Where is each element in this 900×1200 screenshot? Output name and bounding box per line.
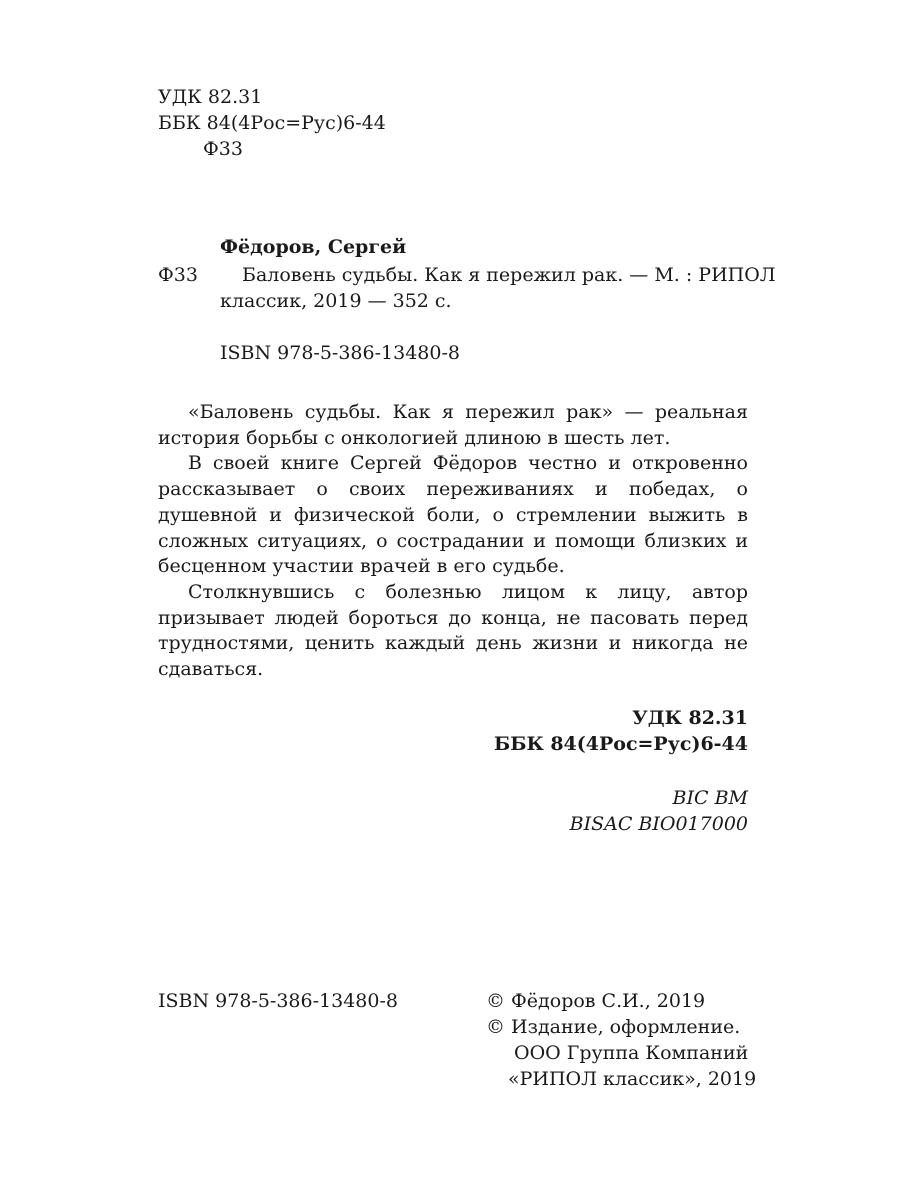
publisher-name-line2: «РИПОЛ классик», 2019 — [508, 1068, 757, 1090]
copyright-block — [486, 988, 756, 1092]
abstract-paragraph: В своей книге Сергей Фёдоров честно и откровенно рассказывает о своих переживаниях и победах, о душевной и физической боли, о стремлении выжить в сложных ситуациях, о сострадании и помощи близких и бесценном участии врачей в его судьбе. — [158, 452, 748, 578]
copyright-author: © Фёдоров С.И., 2019 — [486, 990, 706, 1012]
abstract-paragraph: «Баловень судьбы. Как я пережил рак» — реальная история борьбы с онкологией длиною в шесть лет. — [158, 401, 748, 449]
bbk-code: ББК 84(4Рос=Рус)6-44 — [158, 112, 386, 134]
abstract-paragraph: Столкнувшись с болезнью лицом к лицу, автор призывает людей бороться до конца, не пасовать перед трудностями, ценить каждый день жизни и никогда не сдаваться. — [158, 580, 748, 681]
record-sign: Ф33 — [158, 264, 198, 286]
book-abstract — [158, 400, 748, 683]
bisac-code: BISAC BIO017000 — [569, 813, 748, 835]
bbk-code-bold: ББК 84(4Рос=Рус)6-44 — [493, 733, 748, 755]
publisher-name-line1: ООО Группа Компаний — [514, 1042, 749, 1064]
book-title-line1: Баловень судьбы. Как я пережил рак. — М. : РИПОЛ — [242, 264, 776, 286]
udk-code: УДК 82.31 — [158, 86, 263, 108]
footer-isbn: ISBN 978-5-386-13480-8 — [158, 990, 398, 1012]
book-title-line2: классик, 2019 — 352 с. — [220, 290, 452, 312]
record-isbn: ISBN 978-5-386-13480-8 — [220, 342, 460, 364]
udk-code-bold: УДК 82.31 — [632, 707, 748, 729]
author-sign: Ф33 — [203, 138, 243, 160]
author-name: Фёдоров, Сергей — [220, 236, 407, 258]
copyright-edition: © Издание, оформление. — [486, 1016, 741, 1038]
bic-code: BIC BM — [672, 787, 748, 809]
